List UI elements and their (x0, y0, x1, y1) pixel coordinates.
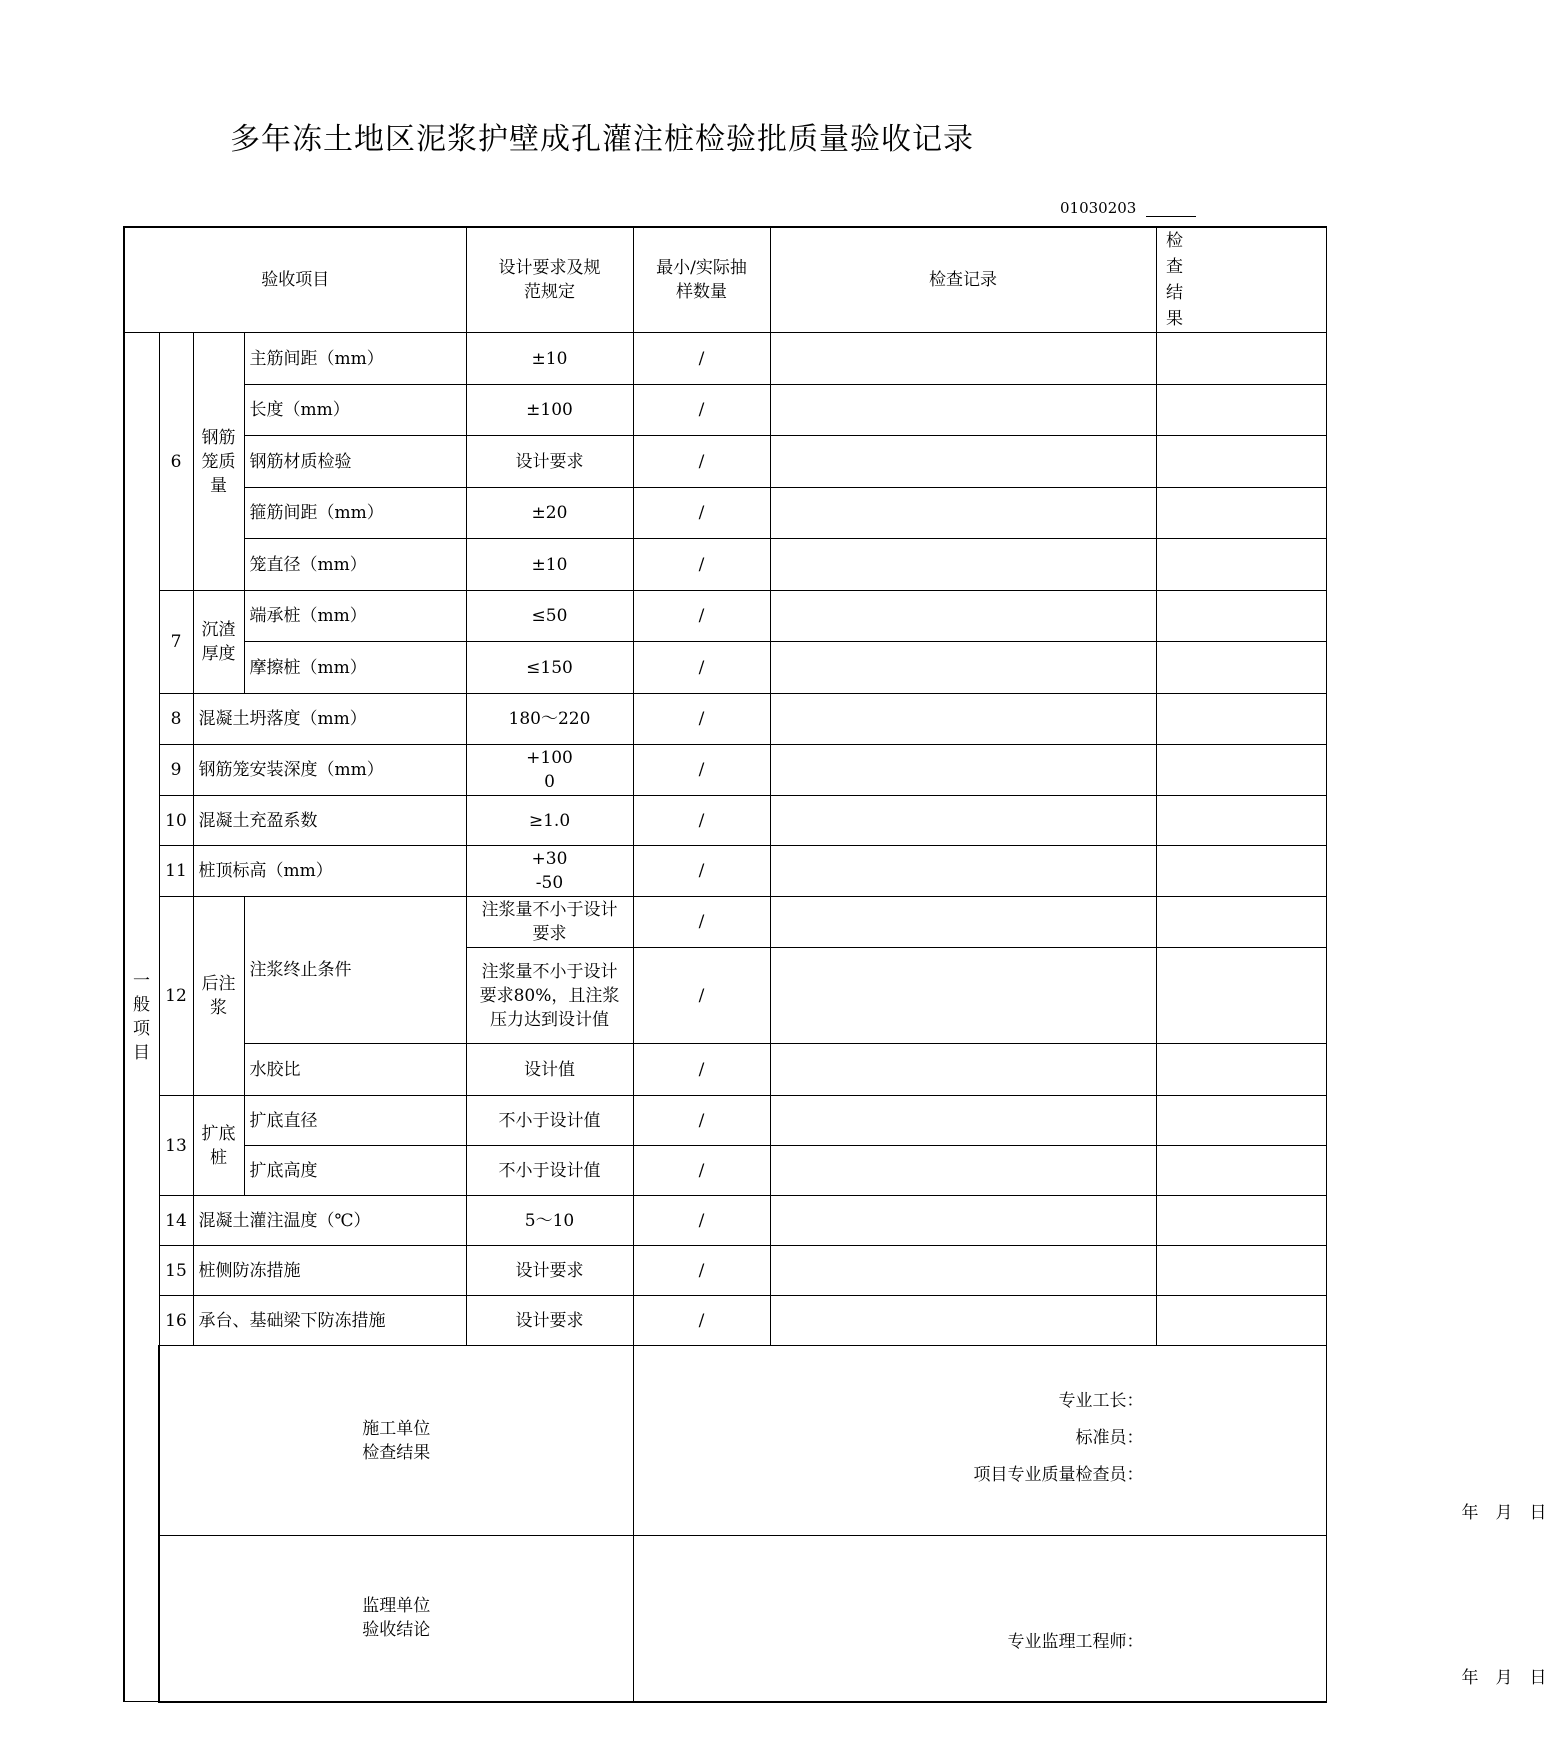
form-code: 01030203 (1060, 199, 1137, 217)
record-cell[interactable] (770, 539, 1156, 591)
record-cell[interactable] (770, 1044, 1156, 1096)
item-number: 15 (159, 1246, 193, 1296)
item-label: 水胶比 (244, 1044, 466, 1096)
inspection-table-frame (123, 226, 1547, 1689)
item-label: 混凝土灌注温度（℃） (193, 1196, 466, 1246)
group-number: 7 (159, 591, 193, 694)
design-value: 注浆量不小于设计要求 (466, 897, 633, 948)
table-row (124, 539, 1326, 591)
record-cell[interactable] (770, 796, 1156, 846)
item-label: 箍筋间距（mm） (244, 488, 466, 539)
construction-row (124, 1346, 1326, 1536)
table-row (124, 846, 1326, 897)
design-value: 设计要求 (466, 436, 633, 488)
record-cell[interactable] (770, 745, 1156, 796)
sample-value: / (633, 1196, 770, 1246)
record-cell[interactable] (770, 846, 1156, 897)
supervision-label: 监理单位 验收结论 (159, 1536, 633, 1702)
table-row (124, 333, 1326, 385)
result-cell[interactable] (1156, 436, 1326, 488)
header-result: 检查结果 (1156, 227, 1326, 333)
header-sample: 最小/实际抽样数量 (633, 227, 770, 333)
record-cell[interactable] (770, 333, 1156, 385)
record-cell[interactable] (770, 591, 1156, 642)
group-name: 后注浆 (193, 897, 244, 1096)
sample-value: / (633, 1246, 770, 1296)
result-cell[interactable] (1156, 1044, 1326, 1096)
record-cell[interactable] (770, 385, 1156, 436)
sample-value: / (633, 897, 770, 948)
header-record: 检查记录 (770, 227, 1156, 333)
standard-label: 标准员： (1075, 1427, 1144, 1448)
sample-value: / (633, 796, 770, 846)
table-row (124, 436, 1326, 488)
table-row (124, 385, 1326, 436)
design-value: +30 -50 (466, 846, 633, 897)
item-number: 9 (159, 745, 193, 796)
item-label: 笼直径（mm） (244, 539, 466, 591)
inspector-label: 项目专业质量检查员： (973, 1464, 1144, 1485)
design-value: ≥1.0 (466, 796, 633, 846)
record-cell[interactable] (770, 1146, 1156, 1196)
header-item: 验收项目 (124, 227, 466, 333)
design-value: 180～220 (466, 694, 633, 745)
design-value: ≤150 (466, 642, 633, 694)
item-label: 长度（mm） (244, 385, 466, 436)
construction-date: 年 月 日 (1461, 1502, 1547, 1523)
design-value: 设计要求 (466, 1246, 633, 1296)
design-value: ±10 (466, 333, 633, 385)
sample-value: / (633, 846, 770, 897)
table-row (124, 642, 1326, 694)
item-number: 8 (159, 694, 193, 745)
result-cell[interactable] (1156, 591, 1326, 642)
table-row (124, 591, 1326, 642)
result-cell[interactable] (1156, 1196, 1326, 1246)
record-cell[interactable] (770, 1296, 1156, 1346)
construction-label: 施工单位 检查结果 (159, 1346, 633, 1536)
table-row (124, 1096, 1326, 1146)
table-row (124, 694, 1326, 745)
record-cell[interactable] (770, 488, 1156, 539)
design-value: ≤50 (466, 591, 633, 642)
result-cell[interactable] (1156, 1296, 1326, 1346)
item-label: 钢筋笼安装深度（mm） (193, 745, 466, 796)
result-cell[interactable] (1156, 1246, 1326, 1296)
sample-value: / (633, 745, 770, 796)
record-cell[interactable] (770, 1096, 1156, 1146)
sample-value: / (633, 385, 770, 436)
sample-value: / (633, 333, 770, 385)
section-label: 一般项目 (124, 333, 159, 1702)
sample-value: / (633, 1146, 770, 1196)
table-row (124, 1296, 1326, 1346)
result-cell[interactable] (1156, 333, 1326, 385)
design-value: 设计要求 (466, 1296, 633, 1346)
sample-value: / (633, 642, 770, 694)
table-row (124, 1146, 1326, 1196)
item-label: 摩擦桩（mm） (244, 642, 466, 694)
header-row (124, 227, 1326, 333)
design-value: +100 0 (466, 745, 633, 796)
inspection-table (123, 226, 1547, 1703)
record-cell[interactable] (770, 1246, 1156, 1296)
design-value: 不小于设计值 (466, 1146, 633, 1196)
item-label: 注浆终止条件 (244, 897, 466, 1044)
result-cell[interactable] (1156, 1096, 1326, 1146)
result-cell[interactable] (1156, 642, 1326, 694)
table-row (124, 796, 1326, 846)
table-row (124, 1246, 1326, 1296)
group-number: 13 (159, 1096, 193, 1196)
sample-value: / (633, 488, 770, 539)
item-number: 11 (159, 846, 193, 897)
design-value: 不小于设计值 (466, 1096, 633, 1146)
form-code-underline (1146, 216, 1196, 217)
record-cell[interactable] (770, 948, 1156, 1044)
supervision-sign-area[interactable] (633, 1536, 1547, 1702)
group-name: 扩底桩 (193, 1096, 244, 1196)
result-cell[interactable] (1156, 694, 1326, 745)
item-label: 主筋间距（mm） (244, 333, 466, 385)
item-number: 10 (159, 796, 193, 846)
design-value: ±100 (466, 385, 633, 436)
group-name: 钢筋笼质量 (193, 333, 244, 591)
sample-value: / (633, 694, 770, 745)
result-cell[interactable] (1156, 897, 1326, 948)
sample-value: / (633, 1044, 770, 1096)
table-row (124, 488, 1326, 539)
sample-value: / (633, 436, 770, 488)
sample-value: / (633, 591, 770, 642)
design-value: ±20 (466, 488, 633, 539)
header-design: 设计要求及规范规定 (466, 227, 633, 333)
document-title: 多年冻土地区泥浆护壁成孔灌注桩检验批质量验收记录 (230, 122, 974, 157)
design-value: 5～10 (466, 1196, 633, 1246)
group-number: 12 (159, 897, 193, 1096)
design-value: 注浆量不小于设计要求80%，且注浆压力达到设计值 (466, 948, 633, 1044)
record-cell[interactable] (770, 436, 1156, 488)
item-label: 扩底高度 (244, 1146, 466, 1196)
item-number: 16 (159, 1296, 193, 1346)
item-label: 扩底直径 (244, 1096, 466, 1146)
result-cell[interactable] (1156, 846, 1326, 897)
table-row (124, 745, 1326, 796)
item-label: 钢筋材质检验 (244, 436, 466, 488)
item-label: 桩顶标高（mm） (193, 846, 466, 897)
record-cell[interactable] (770, 642, 1156, 694)
sample-value: / (633, 1296, 770, 1346)
table-row (124, 1044, 1326, 1096)
table-row (124, 1196, 1326, 1246)
result-cell[interactable] (1156, 385, 1326, 436)
foreman-label: 专业工长： (1058, 1390, 1144, 1411)
result-cell[interactable] (1156, 796, 1326, 846)
design-value: ±10 (466, 539, 633, 591)
result-cell[interactable] (1156, 539, 1326, 591)
group-name: 沉渣厚度 (193, 591, 244, 694)
design-value: 设计值 (466, 1044, 633, 1096)
group-number: 6 (159, 333, 193, 591)
sample-value: / (633, 1096, 770, 1146)
record-cell[interactable] (770, 897, 1156, 948)
item-label: 承台、基础梁下防冻措施 (193, 1296, 466, 1346)
construction-sign-area[interactable] (633, 1346, 1547, 1536)
sample-value: / (633, 948, 770, 1044)
record-cell[interactable] (770, 694, 1156, 745)
result-cell[interactable] (1156, 488, 1326, 539)
record-cell[interactable] (770, 1196, 1156, 1246)
item-label: 端承桩（mm） (244, 591, 466, 642)
result-cell[interactable] (1156, 948, 1326, 1044)
item-number: 14 (159, 1196, 193, 1246)
result-cell[interactable] (1156, 1146, 1326, 1196)
result-cell[interactable] (1156, 745, 1326, 796)
item-label: 混凝土坍落度（mm） (193, 694, 466, 745)
item-label: 桩侧防冻措施 (193, 1246, 466, 1296)
item-label: 混凝土充盈系数 (193, 796, 466, 846)
supervision-date: 年 月 日 (1461, 1668, 1547, 1689)
engineer-label: 专业监理工程师： (1007, 1632, 1144, 1653)
table-row (124, 897, 1326, 948)
supervision-row (124, 1536, 1326, 1702)
sample-value: / (633, 539, 770, 591)
